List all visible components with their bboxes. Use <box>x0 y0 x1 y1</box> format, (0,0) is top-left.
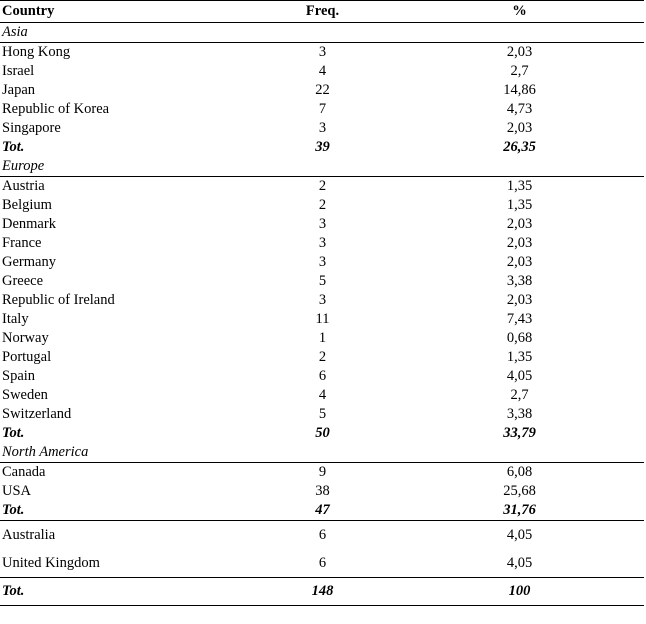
freq-cell: 11 <box>315 311 330 327</box>
table-row <box>0 291 644 310</box>
country-cell: Australia <box>0 521 250 550</box>
table-row <box>0 43 644 63</box>
region-label: Europe <box>0 157 644 177</box>
percent-cell: 4,05 <box>506 554 533 571</box>
percent-cell: 1,35 <box>506 197 533 213</box>
freq-cell: 5 <box>318 273 327 289</box>
country-cell: Republic of Korea <box>2 101 110 117</box>
table-row <box>0 234 644 253</box>
percent-cell: 3,38 <box>506 273 533 289</box>
freq-cell: 6 <box>318 368 327 384</box>
country-cell: Spain <box>2 368 36 384</box>
table-row <box>0 253 644 272</box>
country-cell: Switzerland <box>2 406 72 422</box>
country-cell: Denmark <box>2 216 56 232</box>
table-row <box>0 549 644 578</box>
table-row <box>0 177 644 197</box>
freq-cell: 1 <box>318 330 327 346</box>
country-cell: Hong Kong <box>2 44 71 60</box>
country-cell: Belgium <box>2 197 52 213</box>
country-cell: Singapore <box>2 120 61 136</box>
freq-cell: 3 <box>318 292 327 308</box>
subtotal-freq: 47 <box>315 502 330 518</box>
country-cell: United Kingdom <box>2 554 100 571</box>
country-cell: France <box>2 235 42 251</box>
percent-cell: 4,05 <box>506 368 533 384</box>
country-cell: Canada <box>2 464 46 480</box>
freq-cell: 6 <box>250 521 395 550</box>
table-row <box>0 272 644 291</box>
percent-cell: 1,35 <box>506 349 533 365</box>
country-cell: Israel <box>2 63 35 79</box>
grand-total-row <box>0 578 644 606</box>
region-row <box>0 443 644 463</box>
table-row <box>0 463 644 483</box>
freq-cell: 2 <box>318 197 327 213</box>
freq-cell: 3 <box>318 254 327 270</box>
freq-cell: 4 <box>318 387 327 403</box>
country-cell: USA <box>2 483 32 499</box>
percent-cell: 2,03 <box>506 254 533 270</box>
country-cell: Germany <box>2 254 56 270</box>
freq-cell: 2 <box>318 178 327 194</box>
freq-cell: 3 <box>318 216 327 232</box>
freq-cell: 3 <box>318 44 327 60</box>
subtotal-freq: 39 <box>315 139 330 155</box>
subtotal-percent: 33,79 <box>503 425 536 441</box>
country-cell: Greece <box>2 273 44 289</box>
table-row <box>0 329 644 348</box>
header-country: Country <box>2 3 55 19</box>
percent-cell: 2,03 <box>506 235 533 251</box>
percent-cell: 2,03 <box>506 44 533 60</box>
freq-cell: 7 <box>318 101 327 117</box>
region-row <box>0 23 644 43</box>
percent-cell: 1,35 <box>506 178 533 194</box>
table-row <box>0 482 644 501</box>
table-row <box>0 62 644 81</box>
subtotal-percent: 31,76 <box>503 502 536 518</box>
header-freq: Freq. <box>305 3 340 19</box>
percent-cell: 0,68 <box>506 330 533 346</box>
country-cell: Portugal <box>2 349 52 365</box>
subtotal-row <box>0 138 644 157</box>
subtotal-row <box>0 501 644 521</box>
table-row <box>0 367 644 386</box>
percent-cell: 4,73 <box>506 101 533 117</box>
region-label: North America <box>0 443 644 463</box>
country-cell: Republic of Ireland <box>2 292 115 308</box>
table-row <box>0 348 644 367</box>
country-cell: Sweden <box>2 387 48 403</box>
table-row <box>0 386 644 405</box>
freq-cell: 5 <box>318 406 327 422</box>
freq-cell: 4 <box>318 63 327 79</box>
header-row <box>0 1 644 23</box>
percent-cell: 2,03 <box>506 120 533 136</box>
percent-cell: 25,68 <box>503 483 536 499</box>
table-row <box>0 215 644 234</box>
percent-cell: 3,38 <box>506 406 533 422</box>
percent-cell: 2,03 <box>506 216 533 232</box>
table-row <box>0 100 644 119</box>
subtotal-freq: 50 <box>315 425 330 441</box>
table-body <box>0 23 644 606</box>
table-row <box>0 119 644 138</box>
country-cell: Austria <box>2 178 45 194</box>
table-row <box>0 81 644 100</box>
subtotal-label: Tot. <box>2 139 25 155</box>
country-cell: Norway <box>2 330 49 346</box>
percent-cell: 7,43 <box>506 311 533 327</box>
country-cell: Italy <box>2 311 29 327</box>
percent-cell: 6,08 <box>506 464 533 480</box>
grand-total-label: Tot. <box>0 578 250 606</box>
subtotal-label: Tot. <box>2 502 25 518</box>
country-cell: Japan <box>2 82 36 98</box>
freq-cell: 3 <box>318 120 327 136</box>
freq-cell: 6 <box>318 554 327 571</box>
header-percent: % <box>512 3 527 19</box>
subtotal-label: Tot. <box>2 425 25 441</box>
percent-cell: 2,03 <box>506 292 533 308</box>
table-row <box>0 196 644 215</box>
grand-total-percent: 100 <box>395 578 644 606</box>
table-row <box>0 405 644 424</box>
grand-total-freq: 148 <box>250 578 395 606</box>
region-label: Asia <box>0 23 644 43</box>
freq-cell: 9 <box>318 464 327 480</box>
subtotal-percent: 26,35 <box>503 139 536 155</box>
percent-cell: 2,7 <box>510 63 529 79</box>
table-row <box>0 310 644 329</box>
region-row <box>0 157 644 177</box>
percent-cell: 14,86 <box>503 82 536 98</box>
freq-cell: 22 <box>315 82 330 98</box>
table-row <box>0 521 644 550</box>
freq-cell: 38 <box>315 483 330 499</box>
freq-cell: 2 <box>318 349 327 365</box>
subtotal-row <box>0 424 644 443</box>
percent-cell: 4,05 <box>395 521 644 550</box>
percent-cell: 2,7 <box>510 387 529 403</box>
freq-cell: 3 <box>318 235 327 251</box>
